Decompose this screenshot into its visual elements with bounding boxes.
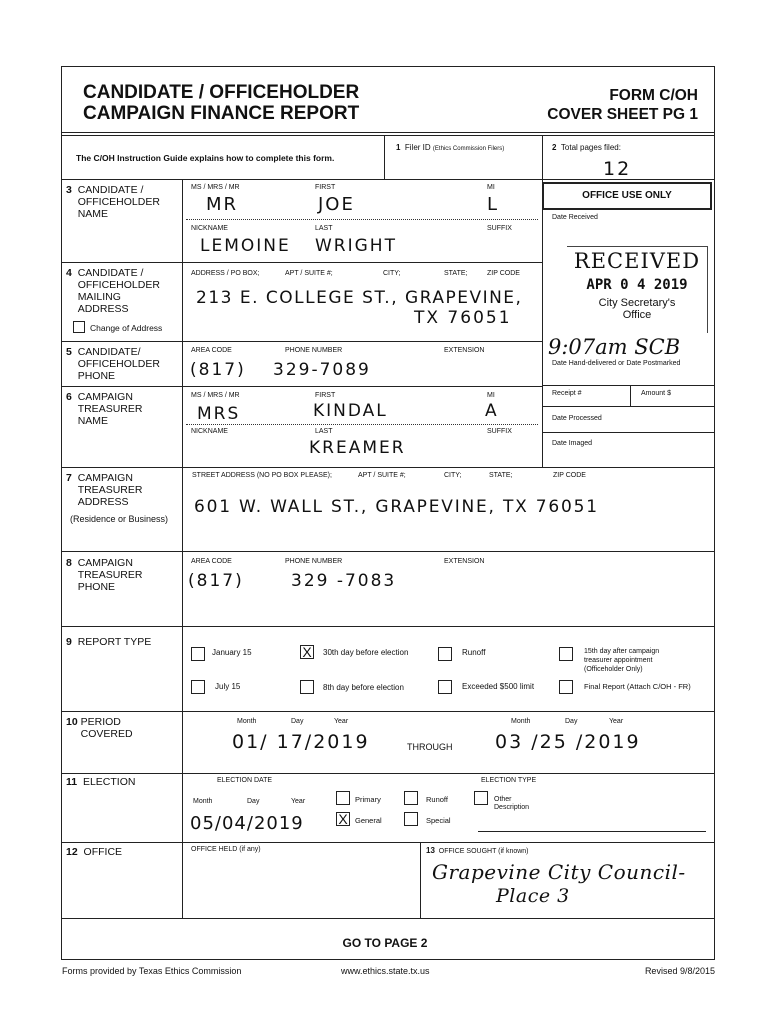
- period-from-year-label: Year: [334, 718, 349, 725]
- footer-revised: Revised 9/8/2015: [644, 966, 715, 976]
- section-7-sub: (Residence or Business): [70, 514, 169, 524]
- s3-suffix-label: SUFFIX: [487, 225, 512, 232]
- period-to-month-label: Month: [511, 718, 531, 725]
- section-9-label: 9 REPORT TYPE: [66, 636, 152, 648]
- election-date-label: ELECTION DATE: [217, 777, 273, 784]
- s5-ext-label: EXTENSION: [444, 347, 485, 354]
- special-label: Special: [426, 816, 451, 825]
- candidate-nickname-value[interactable]: LEMOINE: [200, 236, 291, 256]
- day-15-after-label: 15th day after campaign treasurer appointment (Officeholder Only): [584, 648, 660, 673]
- runoff-report-label: Runoff: [462, 648, 486, 657]
- s8-area-label: AREA CODE: [191, 558, 232, 565]
- election-runoff-label: Runoff: [426, 795, 448, 804]
- section-6-label: 6 CAMPAIGN TREASURER NAME: [66, 391, 143, 427]
- exceeded-500-checkbox[interactable]: [438, 680, 452, 694]
- amount-label: Amount $: [641, 390, 671, 397]
- general-label: General: [355, 816, 382, 825]
- s3-ms-label: MS / MRS / MR: [191, 184, 240, 191]
- s4-apt-label: APT / SUITE #;: [285, 270, 333, 277]
- form-id: FORM C/OH COVER SHEET PG 1: [547, 87, 698, 123]
- july-15-checkbox[interactable]: [191, 680, 205, 694]
- change-of-address-checkbox[interactable]: [73, 321, 85, 333]
- candidate-last-value[interactable]: WRIGHT: [315, 236, 397, 256]
- election-day-label: Day: [247, 798, 260, 805]
- treasurer-mi-value[interactable]: A: [485, 401, 499, 421]
- s3-nickname-label: NICKNAME: [191, 225, 228, 232]
- section-7-label: 7 CAMPAIGN TREASURER ADDRESS: [66, 472, 143, 508]
- treasurer-area-code[interactable]: (817): [188, 571, 244, 591]
- s6-last-label: LAST: [315, 428, 333, 435]
- july-15-label: July 15: [215, 682, 241, 691]
- s8-ext-label: EXTENSION: [444, 558, 485, 565]
- other-checkbox[interactable]: [474, 791, 488, 805]
- january-15-checkbox[interactable]: [191, 647, 205, 661]
- runoff-report-checkbox[interactable]: [438, 647, 452, 661]
- period-to-value[interactable]: 03 /25 /2019: [495, 731, 641, 753]
- day-8-label: 8th day before election: [323, 683, 404, 692]
- office-sought-line1[interactable]: Grapevine City Council-: [432, 860, 686, 884]
- date-received-label: Date Received: [552, 214, 598, 221]
- candidate-phone[interactable]: 329-7089: [273, 360, 371, 380]
- section-12-label: 12 OFFICE: [66, 846, 123, 858]
- filer-id-field[interactable]: [400, 156, 530, 174]
- section-8-label: 8 CAMPAIGN TREASURER PHONE: [66, 557, 143, 593]
- primary-label: Primary: [355, 795, 381, 804]
- received-stamp: RECEIVED APR 0 4 2019 City Secretary's Office: [567, 246, 708, 333]
- s7-city-label: CITY;: [444, 472, 462, 479]
- s7-state-label: STATE;: [489, 472, 513, 479]
- office-held-label: OFFICE HELD (if any): [191, 846, 261, 853]
- section-3-label: 3 CANDIDATE / OFFICEHOLDER NAME: [66, 184, 160, 220]
- change-of-address-label: Change of Address: [90, 323, 163, 333]
- through-label: THROUGH: [407, 742, 453, 752]
- s6-first-label: FIRST: [315, 392, 336, 399]
- exceeded-500-label: Exceeded $500 limit: [462, 682, 535, 691]
- s3-mi-label: MI: [487, 184, 495, 191]
- section-5-label: 5 CANDIDATE/ OFFICEHOLDER PHONE: [66, 346, 160, 382]
- s7-street-label: STREET ADDRESS (NO PO BOX PLEASE);: [192, 472, 332, 479]
- s5-area-label: AREA CODE: [191, 347, 232, 354]
- day-30-label: 30th day before election: [323, 648, 409, 657]
- office-sought-line2[interactable]: Place 3: [496, 885, 570, 907]
- day-8-checkbox[interactable]: [300, 680, 314, 694]
- s5-phone-label: PHONE NUMBER: [285, 347, 343, 354]
- election-date-value[interactable]: 05/04/2019: [190, 813, 304, 834]
- candidate-first-value[interactable]: JOE: [318, 194, 355, 215]
- section-4-label: 4 CANDIDATE / OFFICEHOLDER MAILING ADDRESS: [66, 267, 160, 315]
- date-processed-label: Date Processed: [552, 415, 602, 422]
- election-type-label: ELECTION TYPE: [481, 777, 537, 784]
- office-use-title-box: OFFICE USE ONLY: [542, 182, 712, 210]
- treasurer-last-value[interactable]: KREAMER: [309, 438, 406, 458]
- election-month-label: Month: [193, 798, 213, 805]
- receipt-label: Receipt #: [552, 390, 582, 397]
- s4-city-label: CITY;: [383, 270, 401, 277]
- treasurer-address-value[interactable]: 601 W. WALL ST., GRAPEVINE, TX 76051: [194, 497, 599, 517]
- form-title: CANDIDATE / OFFICEHOLDER CAMPAIGN FINANCE REPORT: [83, 82, 360, 124]
- candidate-address-line2[interactable]: TX 76051: [414, 308, 512, 328]
- election-year-label: Year: [291, 798, 306, 805]
- s4-address-label: ADDRESS / PO BOX;: [191, 270, 260, 277]
- s6-ms-label: MS / MRS / MR: [191, 392, 240, 399]
- treasurer-title-value[interactable]: MRS: [197, 404, 241, 424]
- election-runoff-checkbox[interactable]: [404, 791, 418, 805]
- received-time: 9:07am SCB: [548, 335, 681, 359]
- total-pages-value[interactable]: 12: [603, 158, 632, 180]
- s6-mi-label: MI: [487, 392, 495, 399]
- candidate-mi-value[interactable]: L: [487, 194, 500, 215]
- s3-last-label: LAST: [315, 225, 333, 232]
- period-from-day-label: Day: [291, 718, 304, 725]
- general-checkbox[interactable]: X: [336, 812, 350, 826]
- treasurer-first-value[interactable]: KINDAL: [313, 401, 388, 421]
- treasurer-phone[interactable]: 329 -7083: [291, 571, 397, 591]
- filer-id-label: 1 Filer ID (Ethics Commission Filers): [396, 143, 505, 152]
- s7-zip-label: ZIP CODE: [553, 472, 586, 479]
- s8-phone-label: PHONE NUMBER: [285, 558, 343, 565]
- other-label: Other Description: [494, 796, 530, 811]
- date-imaged-label: Date Imaged: [552, 440, 593, 447]
- final-report-label: Final Report (Attach C/OH - FR): [584, 682, 691, 691]
- office-sought-label: 13 OFFICE SOUGHT (if known): [426, 846, 529, 855]
- primary-checkbox[interactable]: [336, 791, 350, 805]
- day-30-checkbox[interactable]: X: [300, 645, 314, 659]
- s6-suffix-label: SUFFIX: [487, 428, 512, 435]
- footer-url[interactable]: www.ethics.state.tx.us: [341, 966, 430, 976]
- date-hand-delivered-label: Date Hand-delivered or Date Postmarked: [552, 360, 681, 367]
- s4-zip-label: ZIP CODE: [487, 270, 520, 277]
- footer-provided: Forms provided by Texas Ethics Commission: [62, 966, 242, 976]
- period-from-value[interactable]: 01/ 17/2019: [232, 731, 370, 753]
- section-10-label: 10 PERIOD COVERED: [66, 716, 133, 740]
- s3-first-label: FIRST: [315, 184, 336, 191]
- total-pages-label: 2 Total pages filed:: [552, 143, 621, 152]
- s7-apt-label: APT / SUITE #;: [358, 472, 406, 479]
- candidate-address-line1[interactable]: 213 E. COLLEGE ST., GRAPEVINE,: [196, 288, 523, 308]
- period-from-month-label: Month: [237, 718, 257, 725]
- candidate-area-code[interactable]: (817): [190, 360, 246, 380]
- final-report-checkbox[interactable]: [559, 680, 573, 694]
- instruction-note: The C/OH Instruction Guide explains how to complete this form.: [76, 153, 335, 163]
- candidate-title-value[interactable]: MR: [206, 194, 239, 215]
- s6-nickname-label: NICKNAME: [191, 428, 228, 435]
- day-15-after-checkbox[interactable]: [559, 647, 573, 661]
- go-to-page-2: GO TO PAGE 2: [342, 936, 428, 950]
- s4-state-label: STATE;: [444, 270, 468, 277]
- january-15-label: January 15: [212, 648, 252, 657]
- special-checkbox[interactable]: [404, 812, 418, 826]
- period-to-year-label: Year: [609, 718, 624, 725]
- section-11-label: 11 ELECTION: [66, 776, 136, 788]
- period-to-day-label: Day: [565, 718, 578, 725]
